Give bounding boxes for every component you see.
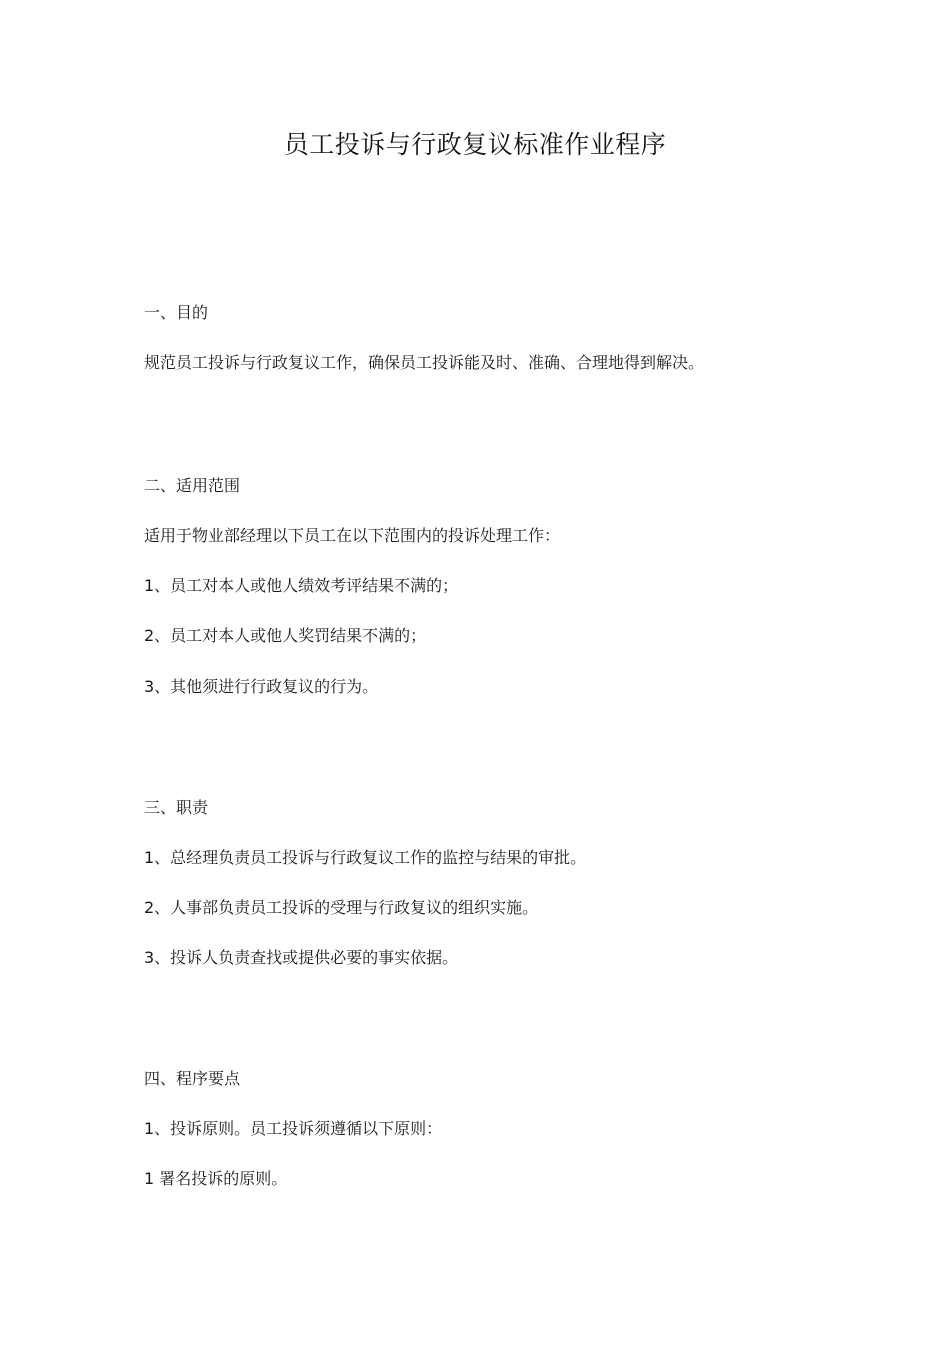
section-heading-procedure: 四、程序要点	[144, 1069, 241, 1088]
paragraph: 适用于物业部经理以下员工在以下范围内的投诉处理工作：	[144, 526, 561, 545]
list-item: 3、其他须进行行政复议的行为。	[144, 677, 379, 696]
section-heading-purpose: 一、目的	[144, 303, 209, 322]
list-item: 3、投诉人负责查找或提供必要的事实依据。	[144, 948, 459, 967]
list-item: 1 署名投诉的原则。	[144, 1169, 288, 1188]
document-title: 员工投诉与行政复议标准作业程序	[283, 130, 667, 159]
list-item: 2、员工对本人或他人奖罚结果不满的；	[144, 626, 427, 645]
section-heading-scope: 二、适用范围	[144, 476, 241, 495]
list-item: 1、投诉原则。员工投诉须遵循以下原则：	[144, 1119, 443, 1138]
section-heading-responsibilities: 三、职责	[144, 798, 209, 817]
paragraph: 规范员工投诉与行政复议工作，确保员工投诉能及时、准确、合理地得到解决。	[144, 353, 705, 372]
list-item: 1、员工对本人或他人绩效考评结果不满的；	[144, 576, 459, 595]
list-item: 1、总经理负责员工投诉与行政复议工作的监控与结果的审批。	[144, 848, 587, 867]
list-item: 2、人事部负责员工投诉的受理与行政复议的组织实施。	[144, 898, 539, 917]
